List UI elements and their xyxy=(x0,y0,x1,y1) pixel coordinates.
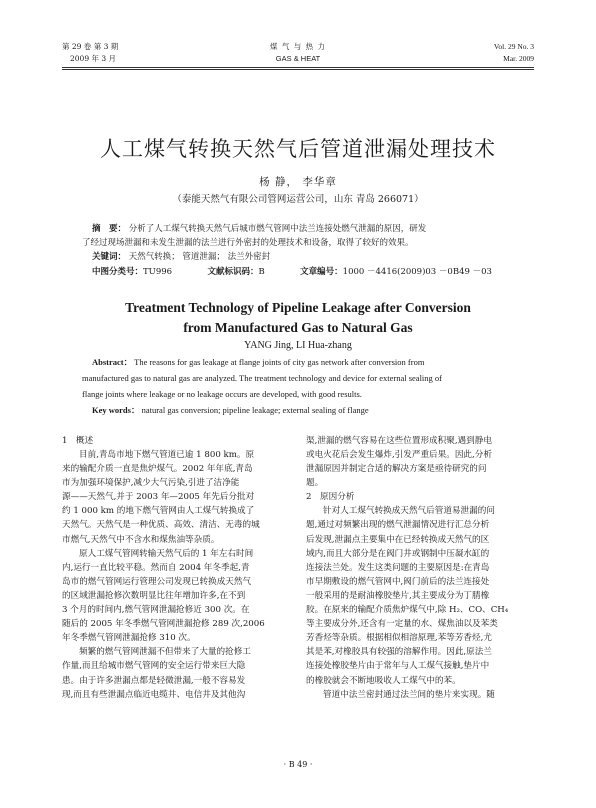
clc-value: TU996 xyxy=(143,267,173,277)
abstract-en xyxy=(92,356,522,370)
article-no-label: 文章编号： xyxy=(300,267,343,277)
authors-en: YANG Jing, LI Hua-zhang xyxy=(244,340,352,351)
keywords-label-cn: 关键词： xyxy=(92,252,127,262)
body-line: 渠,泄漏的燃气容易在这些位置形成积聚,遇到静电 xyxy=(306,436,492,446)
body-line: 管道中法兰密封通过法兰间的垫片来实现。随 xyxy=(323,689,495,700)
journal-volume-issue: 第 29 卷 第 3 期 xyxy=(62,42,119,51)
body-line: 内,运行一直比较平稳。然而自 2004 年冬季起,青 xyxy=(62,562,250,573)
right-column-body-top xyxy=(306,434,534,490)
body-line: 的橡胶就会不断地吸收人工煤气中的苯。 xyxy=(306,675,461,686)
journal-volume-en: Vol. 29 No. 3 xyxy=(493,42,534,51)
body-line: 市早期敷设的燃气管网中,阀门前后的法兰连接处 xyxy=(306,576,490,587)
header-rule-top xyxy=(62,67,534,68)
left-column xyxy=(62,434,290,702)
body-line: 针对人工煤气转换成天然气后管道易泄漏的问 xyxy=(323,506,495,517)
abstract-en-line2: manufactured gas to natural gas are analyzed. The treatment technology and device for external sealing of xyxy=(82,373,442,383)
right-column xyxy=(306,434,534,702)
body-line: 后发现,泄漏点主要集中在已经转换成天然气的区 xyxy=(306,534,490,545)
keywords-label-en: Key words： xyxy=(92,405,140,415)
body-line: 题。 xyxy=(306,478,324,489)
keywords-cn-text: 天然气转换； 管道泄漏； 法兰外密封 xyxy=(128,252,271,262)
keywords-cn xyxy=(92,251,270,264)
body-line: 胶。在原来的输配介质焦炉煤气中,除 H₂、CO、CH₄ xyxy=(306,605,509,616)
body-line: 作量,而且给城市燃气管网的安全运行带来巨大隐 xyxy=(62,661,246,672)
section-2-heading: 2 原因分析 xyxy=(306,492,355,503)
journal-name-en: GAS & HEAT xyxy=(275,54,321,63)
body-line: 的区域泄漏抢修次数明显比往年增加许多,在不到 xyxy=(62,590,246,601)
classification-line xyxy=(92,266,492,279)
keywords-en-text: natural gas conversion; pipeline leakage; external sealing of flange xyxy=(141,405,369,415)
body-line: 年冬季燃气管网泄漏抢修 310 次。 xyxy=(62,633,196,644)
body-line: 等主要成分外,还含有一定量的水、煤焦油以及苯类 xyxy=(306,619,498,630)
doc-code-value: B xyxy=(258,267,265,277)
affiliation-cn: （泰能天然气有限公司管网运营公司，山东 青岛 266071） xyxy=(172,194,424,205)
journal-name-cn: 煤 气 与 热 力 xyxy=(269,42,327,51)
article-title-en-line2: from Manufactured Gas to Natural Gas xyxy=(183,320,413,335)
body-line: 芳香烃等杂质。根据相似相溶原理,苯等芳香烃,尤 xyxy=(306,633,492,644)
body-line: 市燃气,天然气中不含水和煤焦油等杂质。 xyxy=(62,534,220,545)
body-line: 天然气。天然气是一种优质、高效、清洁、无毒的城 xyxy=(62,520,260,531)
clc-label: 中图分类号： xyxy=(92,267,144,277)
body-line: 3 个月的时间内,燃气管网泄漏抢修近 300 次。在 xyxy=(62,605,250,616)
body-line: 岛市的燃气管网运行管理公司发现已转换成天然气 xyxy=(62,576,252,587)
page-number: · B 49 · xyxy=(283,760,313,769)
abstract-label-cn: 摘 要： xyxy=(92,224,127,234)
body-line: 连接法兰处。发生这类问题的主要原因是:在青岛 xyxy=(306,562,490,573)
article-title-en-line1: Treatment Technology of Pipeline Leakage after Conversion xyxy=(125,300,471,315)
body-line: 现,而且有些泄漏点临近电缆井、电信井及其他沟 xyxy=(62,689,246,700)
body-line: 连接处橡胶垫片由于常年与人工煤气接触,垫片中 xyxy=(306,661,490,672)
body-line: 域内,而且大部分是在阀门井或钢制中压凝水缸的 xyxy=(306,548,490,559)
right-column-body-bottom xyxy=(306,504,534,701)
abstract-en-line3: flange joints where leakage or no leakage occurs are developed, with good results. xyxy=(82,389,362,399)
body-line: 目前,青岛市地下燃气管道已逾 1 800 km。原 xyxy=(79,450,255,460)
abstract-en-line1: The reasons for gas leakage at flange joints of city gas network after conversion from xyxy=(134,357,425,367)
body-line: 题,通过对频繁出现的燃气泄漏情况进行汇总分析 xyxy=(306,520,490,531)
body-line: 患。由于许多泄漏点都是轻微泄漏,一般不容易发 xyxy=(62,675,246,686)
abstract-cn-line1: 分析了人工煤气转换天然气后城市燃气管网中法兰连接处燃气泄漏的原因，研发 xyxy=(128,224,427,234)
left-column-body xyxy=(62,448,290,702)
doc-code-label: 文献标识码： xyxy=(207,267,259,277)
body-line: 来的输配介质一直是焦炉煤气。2002 年年底,青岛 xyxy=(62,464,253,475)
body-line: 或电火花后会发生爆炸,引发严重后果。因此,分析 xyxy=(306,450,492,461)
body-line: 源——天然气,并于 2003 年—2005 年先后分批对 xyxy=(62,492,255,503)
body-line: 频繁的燃气管网泄漏不但带来了大量的抢修工 xyxy=(79,647,251,658)
article-no-value: 1000 －4416(2009)03 －0B49 －03 xyxy=(342,267,492,277)
body-line: 其是苯,对橡胶具有较强的溶解作用。因此,原法兰 xyxy=(306,647,492,658)
abstract-label-en: Abstract： xyxy=(92,357,133,367)
article-title-cn: 人工煤气转换天然气后管道泄漏处理技术 xyxy=(100,137,496,161)
header-rule-bottom xyxy=(62,69,534,70)
body-line: 约 1 000 km 的地下燃气管网由人工煤气转换成了 xyxy=(62,506,255,517)
abstract-cn xyxy=(92,223,512,236)
body-line: 随后的 2005 年冬季燃气管网泄漏抢修 289 次,2006 xyxy=(62,619,265,630)
journal-date: 2009 年 3 月 xyxy=(70,54,117,63)
section-1-heading: 1 概述 xyxy=(62,436,94,446)
authors-cn: 杨 静， 李华章 xyxy=(259,176,337,188)
body-line: 一般采用的是耐油橡胶垫片,其主要成分为丁腈橡 xyxy=(306,590,490,601)
body-line: 泄漏原因并制定合适的解决方案是亟待研究的问 xyxy=(306,464,487,475)
abstract-cn-line2: 了经过现场泄漏和未发生泄漏的法兰进行外密封的处理技术和设备，取得了较好的效果。 xyxy=(82,238,414,248)
body-line: 原人工煤气管网转输天然气后的 1 年左右时间 xyxy=(79,548,254,559)
journal-date-en: Mar. 2009 xyxy=(503,54,534,63)
keywords-en xyxy=(92,404,369,418)
body-line: 市为加强环境保护,减少大气污染,引进了洁净能 xyxy=(62,478,240,489)
